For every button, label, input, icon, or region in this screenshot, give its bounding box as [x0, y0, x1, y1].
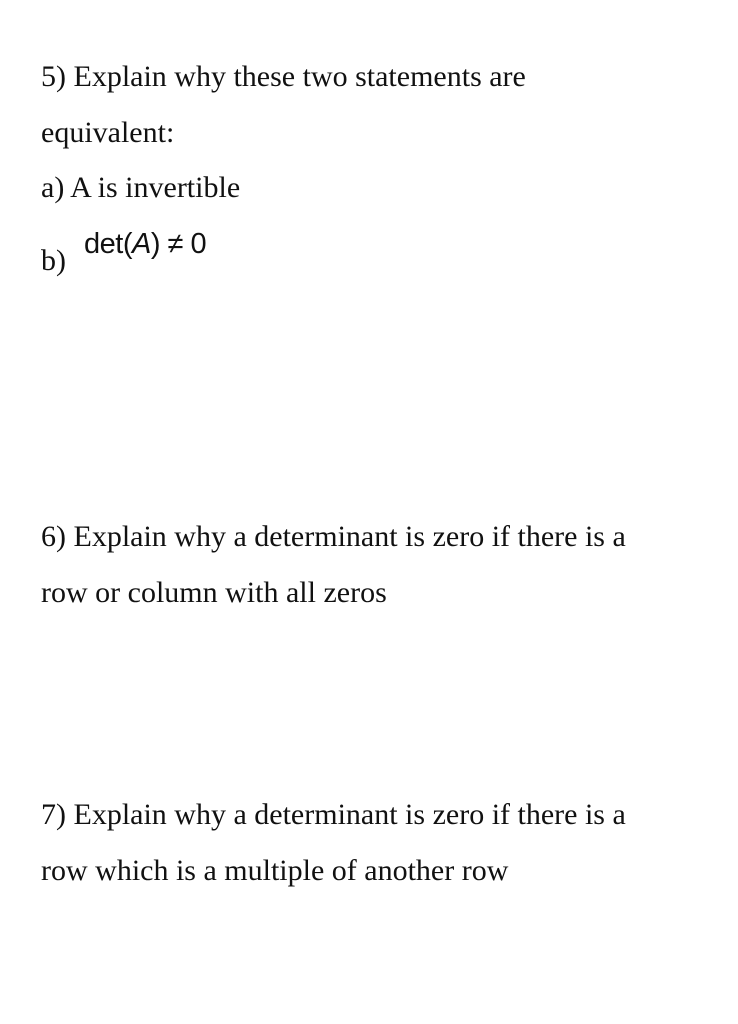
formula-matrix-variable: A	[131, 228, 151, 260]
formula-not-equal-zero: ) ≠ 0	[150, 228, 207, 260]
question-5-text-line-1: 5) Explain why these two statements are	[41, 60, 526, 93]
question-7-text-line-1: 7) Explain why a determinant is zero if there is a	[41, 798, 626, 831]
statement-b-label: b)	[41, 244, 66, 277]
question-5-text-line-2: equivalent:	[41, 116, 175, 149]
statement-a: a) A is invertible	[41, 171, 241, 204]
question-6-text-line-2: row or column with all zeros	[41, 576, 387, 609]
question-6-text-line-1: 6) Explain why a determinant is zero if there is a	[41, 520, 626, 553]
formula-det: det(	[84, 228, 132, 260]
question-7-text-line-2: row which is a multiple of another row	[41, 854, 509, 887]
determinant-formula	[84, 227, 206, 261]
